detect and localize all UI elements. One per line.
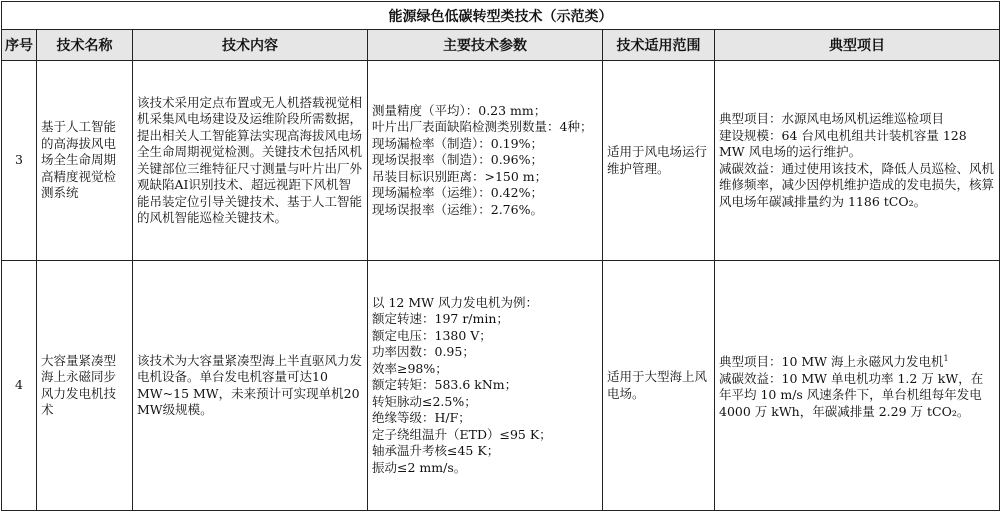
footnote-mark: 1 <box>943 353 949 363</box>
param-line: 现场漏检率（运维）：0.42%； <box>372 185 543 201</box>
row-tech-params <box>368 61 603 261</box>
param-line: 以 12 MW 风力发电机为例： <box>372 294 538 310</box>
table-title-row <box>2 2 1000 30</box>
table-title: 能源绿色低碳转型类技术（示范类） <box>2 2 1000 30</box>
project-title: 典型项目：10 MW 海上永磁风力发电机 <box>719 354 944 370</box>
project-line: 典型项目：水源风电场风机运维巡检项目 <box>719 111 945 126</box>
project-line: 建设规模：64 台风电机组共计装机容量 128 MW 风电场的运行维护。 <box>719 127 967 159</box>
row-project <box>715 61 1000 261</box>
param-line: 转矩脉动≤2.5%； <box>372 393 477 409</box>
param-line: 额定电压：1380 V； <box>372 327 492 343</box>
param-line: 额定转矩：583.6 kNm； <box>372 377 518 393</box>
row-index: 4 <box>2 261 37 511</box>
header-index: 序号 <box>2 30 37 61</box>
header-name: 技术名称 <box>37 30 133 61</box>
param-line: 现场误报率（制造）：0.96%； <box>372 152 543 168</box>
param-line: 测量精度（平均）：0.23 mm； <box>372 102 547 118</box>
param-line: 定子绕组温升（ETD）≤95 K； <box>372 426 552 442</box>
row-tech-params <box>368 261 603 511</box>
param-line: 效率≥98%； <box>372 360 448 376</box>
header-scope: 技术适用范围 <box>603 30 715 61</box>
param-line: 轴承温升考核≤45 K； <box>372 443 500 459</box>
table-header-row <box>2 30 1000 61</box>
project-line: 减碳效益：通过使用该技术，降低人员巡检、风机维修频率，减少因停机维护造成的发电损失，核算风电场年碳减排量约为 1186 tCO₂。 <box>719 160 995 209</box>
row-tech-name: 基于人工智能的高海拔风电场全生命周期高精度视觉检测系统 <box>37 61 133 261</box>
table-row <box>2 261 1000 511</box>
param-line: 叶片出厂表面缺陷检测类别数量：4种； <box>372 119 593 135</box>
param-line: 额定转速：197 r/min； <box>372 311 509 327</box>
row-project <box>715 261 1000 511</box>
row-index: 3 <box>2 61 37 261</box>
row-tech-content: 该技术采用定点布置或无人机搭载视觉相机采集风电场建设及运维阶段所需数据，提出相关人工智能算法实现高海拔风电场全生命周期视觉检测。关键技术包括风机关键部位三维特征尺寸测量与叶片出厂外观缺陷AI识别技术、超远视距下风机智能吊装定位引导关键技术、基于人工智能的风机智能巡检关键技术。 <box>133 61 368 261</box>
technology-table <box>1 1 1000 511</box>
row-tech-name: 大容量紧凑型海上永磁同步风力发电机技术 <box>37 261 133 511</box>
header-content: 技术内容 <box>133 30 368 61</box>
header-project: 典型项目 <box>715 30 1000 61</box>
row-tech-content: 该技术为大容量紧凑型海上半直驱风力发电机设备。单台发电机容量可达10 MW~15 MW，未来预计可实现单机20 MW级规模。 <box>133 261 368 511</box>
param-line: 现场误报率（运维）：2.76%。 <box>372 201 543 217</box>
param-line: 吊装目标识别距离：>150 m； <box>372 168 548 184</box>
param-line: 振动≤2 mm/s。 <box>372 459 467 475</box>
header-params: 主要技术参数 <box>368 30 603 61</box>
param-line: 功率因数：0.95； <box>372 344 475 360</box>
project-line: 减碳效益：10 MW 单电机功率 1.2 万 kW，在年平均 10 m/s 风速条件下，单台机组每年发电 4000 万 kWh，年碳减排量 2.29 万 tCO₂。 <box>719 370 984 419</box>
row-scope: 适用于风电场运行维护管理。 <box>603 61 715 261</box>
project-line <box>719 351 995 371</box>
row-scope: 适用于大型海上风电场。 <box>603 261 715 511</box>
param-line: 现场漏检率（制造）：0.19%； <box>372 135 543 151</box>
table-row <box>2 61 1000 261</box>
param-line: 绝缘等级：H/F； <box>372 410 471 426</box>
